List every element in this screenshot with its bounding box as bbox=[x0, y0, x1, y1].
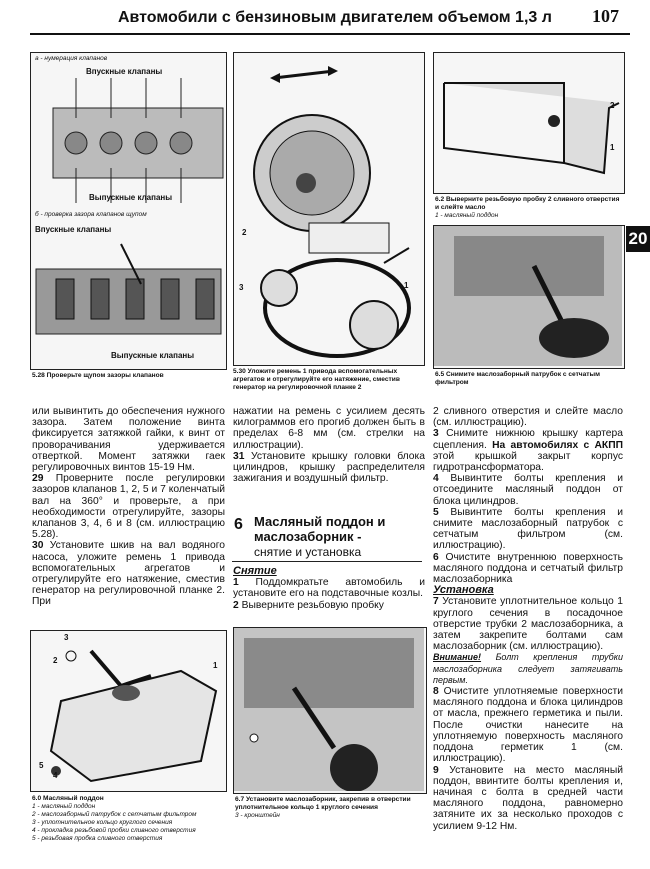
oil-pan-exploded-diagram bbox=[31, 631, 224, 789]
fig-5-28-intake-label: Впускные клапаны bbox=[86, 67, 163, 76]
column-1-text: или вывинтить до обеспечения нужного зазора. Затем положение винта фиксируется затяжкой гайки, к винт от проворачивания удерживается отверткой. Момент затяжки гаек регулировочных винтов 15-19 Нм. 29 Проверните после регулировки зазоров клапанов 1, 2, 5 и 7 коленчатый вал на 360° и проверьте, а при необходимости отрегулируйте, зазоры клапанов 3, 4, 6 и 8 (см. иллюстрацию 5.28). 30 Установите шкив на вал водяного насоса, уложите ремень 1 привода вспомогательных агрегатов и отрегулируйте его натяжение, сместив генератор на регулировочной планке 2. При bbox=[32, 406, 225, 608]
figure-5-28 bbox=[30, 52, 227, 370]
column-2-text: нажатии на ремень с усилием десять килограммов его прогиб должен быть в пределах 6-8 мм (см. стрелки на иллюстрации). 31 Установите крышку головки блока цилиндров, крышку распределителя зажигания и воздушный фильтр. bbox=[233, 406, 425, 485]
column-3-text: 2 сливного отверстия и слейте масло (см. иллюстрацию). 3 Снимите нижнюю крышку картера сцепления. На автомобилях с АКПП этой крышкой закрыт корпус гидротрансформатора. 4 Вывинтите болты крепления и отсоедините масляный поддон от блока цилиндров. 5 Вывинтите болты крепления и снимите маслозаборный патрубок с сетчатым фильтром (см. иллюстрацию). 6 Очистите внутреннюю поверхность масляного поддона и сетчатый фильтр маслозаборника Установка 7 Установите уплотнительное кольцо 1 круглого сечения в посадочное отверстие трубки 2 маслозаборника, а затем закрепите болтами сам маслозаборник (см. иллюстрацию). Внимание! Болт крепления трубки маслозаборника следует затягивать первым. 8 Очистите уплотняемые поверхности масляного поддона и блока цилиндров от масла, прежнего герметика и пыли. После очистки нанесите на уплотняемую поверхность масляного поддона герметик 1 (см. иллюстрацию). 9 Установите на место масляный поддон, ввинтите болты крепления и, начиная с болта в средней части масляного поддона, равномерно затяните их за несколько проходов с усилием 9-12 Нм. bbox=[433, 406, 623, 832]
strainer-install-photo bbox=[234, 628, 424, 791]
fig-5-30-label-1: 1 bbox=[404, 281, 409, 290]
section-6-heading: 6 Масляный поддон и маслозаборник - снятие и установка bbox=[232, 513, 422, 562]
fig-6-0-label-4: 4 bbox=[53, 771, 58, 780]
figure-6-2 bbox=[433, 52, 625, 194]
warning-note: Внимание! Болт крепления трубки маслозаборника следует затягивать первым. bbox=[433, 652, 623, 685]
figure-5-30 bbox=[233, 52, 425, 366]
fig-6-0-label-3: 3 bbox=[64, 633, 69, 642]
page-header bbox=[0, 0, 650, 34]
caption-5-28: 5.28 Проверьте щупом зазоры клапанов bbox=[32, 372, 164, 379]
caption-6-7: 6.7 Установите маслозаборник, закрепив в отверстии уплотнительное кольцо 1 круглого сечения 3 - кронштейн bbox=[235, 796, 411, 819]
oil-strainer-photo bbox=[434, 226, 622, 366]
fig-6-2-label-2: 2 bbox=[610, 101, 615, 110]
oil-pan-drain-diagram bbox=[434, 53, 622, 191]
fig-5-30-label-3: 3 bbox=[239, 283, 244, 292]
fig-5-28-exhaust-label: Выпускные клапаны bbox=[89, 193, 173, 202]
fig-6-2-label-1: 1 bbox=[610, 143, 615, 152]
caption-6-2: 6.2 Выверните резьбовую пробку 2 сливного отверстия и слейте масло 1 - масляный поддон bbox=[435, 196, 620, 219]
figure-6-7 bbox=[233, 627, 427, 794]
header-rule bbox=[30, 33, 630, 35]
fig-6-0-label-1: 1 bbox=[213, 661, 218, 670]
column-2-steps: Снятие 1 Поддомкратьте автомобиль и установите его на подставочные козлы. 2 Выверните резьбовую пробку bbox=[233, 565, 425, 611]
fig-5-28-exhaust-b-label: Выпускные клапаны bbox=[111, 351, 195, 360]
chapter-tab: 20 bbox=[626, 226, 650, 252]
figure-6-5 bbox=[433, 225, 625, 369]
figure-6-0 bbox=[30, 630, 227, 792]
running-title: Автомобили с бензиновым двигателем объемом 1,3 л bbox=[118, 9, 552, 26]
fig-5-30-label-2: 2 bbox=[242, 228, 247, 237]
page-number: 107 bbox=[592, 6, 619, 26]
valve-diagram-bottom bbox=[31, 239, 224, 349]
caption-5-30: 5.30 Уложите ремень 1 привода вспомогательных агрегатов и отрегулируйте его натяжение, сместив генератор на регулировочной планке 2 bbox=[233, 368, 400, 391]
belt-diagram bbox=[234, 53, 422, 363]
fig-5-28-intake-b-label: Впускные клапаны bbox=[35, 225, 112, 234]
fig-5-28-sub-a: а - нумерация клапанов bbox=[35, 55, 108, 62]
caption-6-5: 6.5 Снимите маслозаборный патрубок с сетчатым фильтром bbox=[435, 371, 601, 386]
fig-6-0-label-5: 5 bbox=[39, 761, 44, 770]
fig-5-28-sub-b: б - проверка зазора клапанов щупом bbox=[35, 211, 147, 218]
fig-6-0-label-2: 2 bbox=[53, 656, 58, 665]
caption-6-0: 6.0 Масляный поддон 1 - масляный поддон 2 - маслозаборный патрубок с сетчатым фильтром 3 - уплотнительное кольцо круглого сечения 4 - прокладка резьбовой пробки сливного отверстия 5 - резьбовая пробка сливного отверстия bbox=[32, 795, 197, 842]
